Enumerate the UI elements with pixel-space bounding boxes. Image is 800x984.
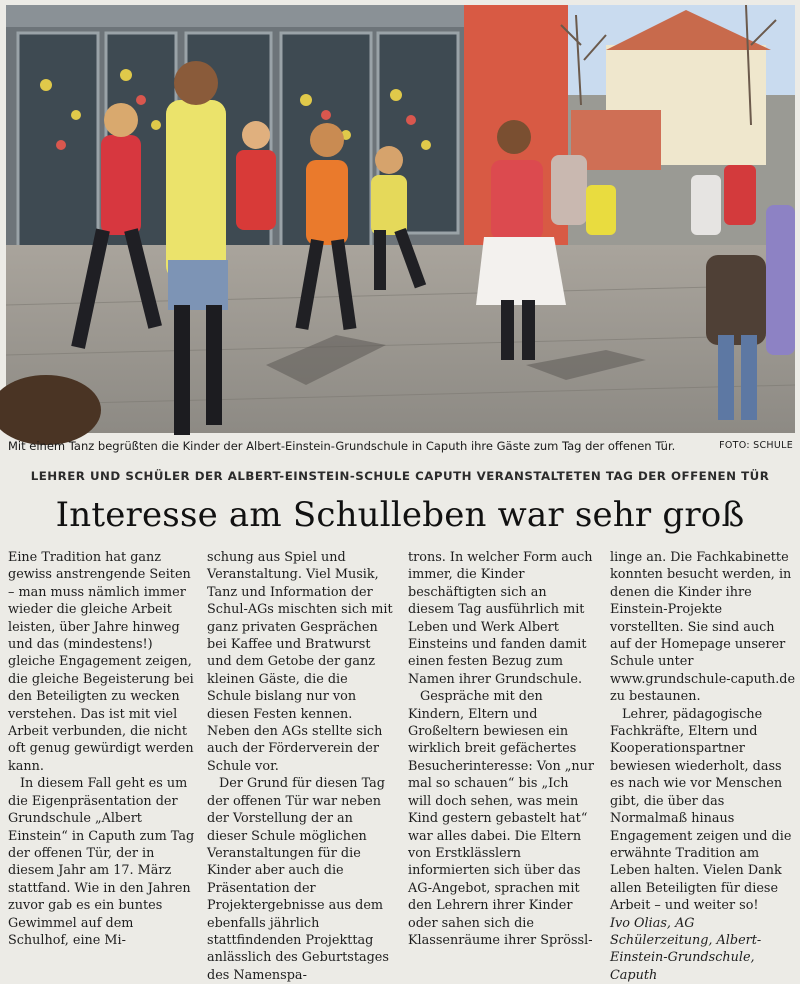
- paragraph: Gespräche mit den Kindern, Eltern und Großeltern bewiesen ein wirklich breit gefächertes Besucherinteresse: Von „nur mal so schauen“ bis „Ich will doch sehen, was mein Kind gestern gebastelt hat“ war alles dabei. Die Eltern von Erstklässlern informierten sich über das AG-Angebot, sprachen mit den Lehrern ihrer Kinder oder sahen sich die Klassenräume ihrer Sprössl-: [408, 689, 595, 948]
- article-kicker: LEHRER UND SCHÜLER DER ALBERT-EINSTEIN-SCHULE CAPUTH VERANSTALTETEN TAG DER OFFENEN TÜR: [30, 469, 770, 483]
- article-author: Ivo Olias, AG Schülerzeitung, Albert-Einstein-Grundschule, Caputh: [610, 915, 762, 983]
- article-column-2: [207, 549, 394, 983]
- paragraph: Eine Tradition hat ganz gewiss anstrengende Seiten – man muss nämlich immer wieder die gleiche Arbeit leisten, über Jahre hinweg und das (mindestens!) gleiche Engagement zeigen, die gleiche Begeisterung bei den Beteiligten zu wecken verstehen. Das ist mit viel Arbeit verbunden, die nicht oft genug gewürdigt werden kann.: [8, 550, 194, 774]
- photo-credit: FOTO: SCHULE: [719, 440, 793, 451]
- photo-caption-text: Mit einem Tanz begrüßten die Kinder der Albert-Einstein-Grundschule in Caputh ihre Gäste zum Tag der offenen Tür.: [8, 439, 676, 453]
- paragraph: Lehrer, pädagogische Fachkräfte, Eltern und Kooperationspartner bewiesen wiederholt, dass es nach wie vor Menschen gibt, die über das Normalmaß hinaus Engagement zeigen und die erwähnte Tradition am Leben halten. Vielen Dank allen Beteiligten für diese Arbeit – und weiter so!: [610, 706, 792, 914]
- paragraph: linge an. Die Fachkabinette konnten besucht werden, in denen die Kinder ihre Einstein-Projekte vorstellten. Sie sind auch auf der Homepage unserer Schule unter www.grundschule-caputh.de zu bestaunen.: [610, 550, 796, 705]
- paragraph: schung aus Spiel und Veranstaltung. Viel Musik, Tanz und Information der Schul-AGs mischten sich mit ganz privaten Gesprächen bei Kaffee und Bratwurst und dem Getobe der ganz kleinen Gäste, die die Schule bislang nur von diesen Festen kennen. Neben den AGs stellte sich auch der Förderverein der Schule vor.: [207, 550, 393, 774]
- schoolyard-dance-photo: [6, 5, 795, 433]
- article-column-1: [8, 549, 195, 948]
- photo-caption: [8, 436, 793, 456]
- paragraph: In diesem Fall geht es um die Eigenpräsentation der Grundschule „Albert Einstein“ in Caputh zum Tag der offenen Tür, der in diesem Jahr am 17. März stattfand. Wie in den Jahren zuvor gab es ein buntes Gewimmel auf dem Schulhof, eine Mi-: [8, 776, 195, 948]
- article-column-3: [408, 549, 595, 948]
- paragraph: Der Grund für diesen Tag der offenen Tür war neben der Vorstellung der an dieser Schule möglichen Veranstaltungen für die Kinder aber auch die Präsentation der Projektergebnisse aus dem ebenfalls jährlich stattfindenden Projekttag anlässlich des Geburtstages des Namenspa-: [207, 776, 389, 983]
- article-column-4: [610, 549, 797, 983]
- paragraph: trons. In welcher Form auch immer, die Kinder beschäftigten sich an diesem Tag ausführlich mit Leben und Werk Albert Einsteins und fanden damit einen festen Bezug zum Namen ihrer Grundschule.: [408, 550, 593, 687]
- article-headline: Interesse am Schulleben war sehr groß: [55, 495, 745, 535]
- article-body: [8, 549, 796, 983]
- article-photo: [6, 5, 795, 433]
